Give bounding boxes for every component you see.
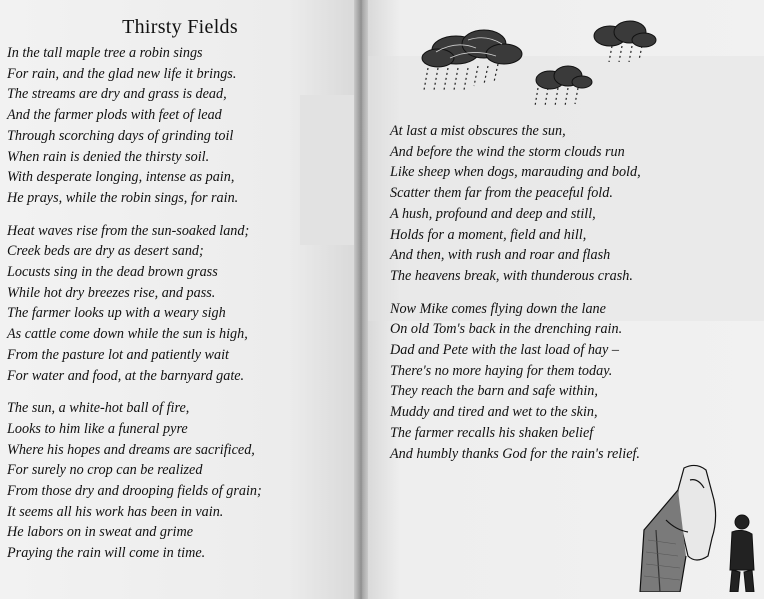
poem-line: Scatter them far from the peaceful fold. <box>390 185 613 202</box>
poem-line: For rain, and the glad new life it brings. <box>7 65 237 82</box>
poem-line: As cattle come down while the sun is high, <box>7 326 248 343</box>
poem-title: Thirsty Fields <box>122 16 238 38</box>
poem-right-column <box>390 121 641 476</box>
poem-line: Looks to him like a funeral pyre <box>7 420 188 437</box>
stanza <box>7 221 262 387</box>
poem-line: Praying the rain will come in time. <box>7 545 206 562</box>
poem-line: Now Mike comes flying down the lane <box>390 300 606 317</box>
poem-line: Where his hopes and dreams are sacrificed, <box>7 441 255 458</box>
poem-line: The farmer looks up with a weary sigh <box>7 305 226 322</box>
stanza <box>390 121 641 287</box>
poem-line: From those dry and drooping fields of grain; <box>7 483 262 500</box>
poem-line: The heavens break, with thunderous crash. <box>390 267 633 284</box>
poem-line: They reach the barn and safe within, <box>390 383 598 400</box>
poem-line: At last a mist obscures the sun, <box>390 123 566 139</box>
poem-line: He prays, while the robin sings, for rain. <box>7 189 239 206</box>
poem-line: And before the wind the storm clouds run <box>390 143 625 160</box>
poem-line: And the farmer plods with feet of lead <box>7 107 222 124</box>
poem-line: With desperate longing, intense as pain, <box>7 169 235 186</box>
poem-line: Holds for a moment, field and hill, <box>390 226 587 243</box>
poem-line: In the tall maple tree a robin sings <box>7 45 203 61</box>
poem-line: For surely no crop can be realized <box>7 462 203 479</box>
poem-line: Muddy and tired and wet to the skin, <box>390 404 598 421</box>
poem-line: From the pasture lot and patiently wait <box>7 346 229 363</box>
right-page <box>368 0 764 599</box>
stanza <box>7 398 262 564</box>
poem-line: While hot dry breezes rise, and pass. <box>7 284 216 301</box>
storm-cloud-icon <box>528 62 600 108</box>
poem-line: Heat waves rise from the sun-soaked land; <box>7 222 250 239</box>
poem-line: Creek beds are dry as desert sand; <box>7 243 204 260</box>
poem-line: Locusts sing in the dead brown grass <box>7 264 218 281</box>
stanza <box>7 43 262 209</box>
poem-line: The farmer recalls his shaken belief <box>390 424 594 441</box>
poem-line: He labors on in sweat and grime <box>7 524 194 541</box>
storm-cloud-icon <box>416 26 534 92</box>
poem-line: When rain is denied the thirsty soil. <box>7 148 210 165</box>
poem-line: For water and food, at the barnyard gate. <box>7 367 245 384</box>
poem-line: The sun, a white-hot ball of fire, <box>7 400 190 417</box>
show-through-shading <box>300 95 355 245</box>
poem-line: A hush, profound and deep and still, <box>390 205 596 222</box>
poem-left-column <box>7 43 262 576</box>
poem-line: And then, with rush and roar and flash <box>390 247 611 264</box>
poem-line: There's no more haying for them today. <box>390 362 613 379</box>
horse-and-boy-illustration <box>636 460 760 592</box>
poem-line: Through scorching days of grinding toil <box>7 127 234 144</box>
poem-line: Like sheep when dogs, marauding and bold, <box>390 164 641 181</box>
left-page <box>0 0 360 599</box>
stanza <box>390 299 641 465</box>
poem-line: It seems all his work has been in vain. <box>7 503 224 520</box>
poem-line: On old Tom's back in the drenching rain. <box>390 321 623 338</box>
poem-line: The streams are dry and grass is dead, <box>7 86 227 103</box>
poem-line: And humbly thanks God for the rain's relief. <box>390 445 640 462</box>
storm-cloud-icon <box>582 18 662 62</box>
poem-line: Dad and Pete with the last load of hay – <box>390 342 619 359</box>
